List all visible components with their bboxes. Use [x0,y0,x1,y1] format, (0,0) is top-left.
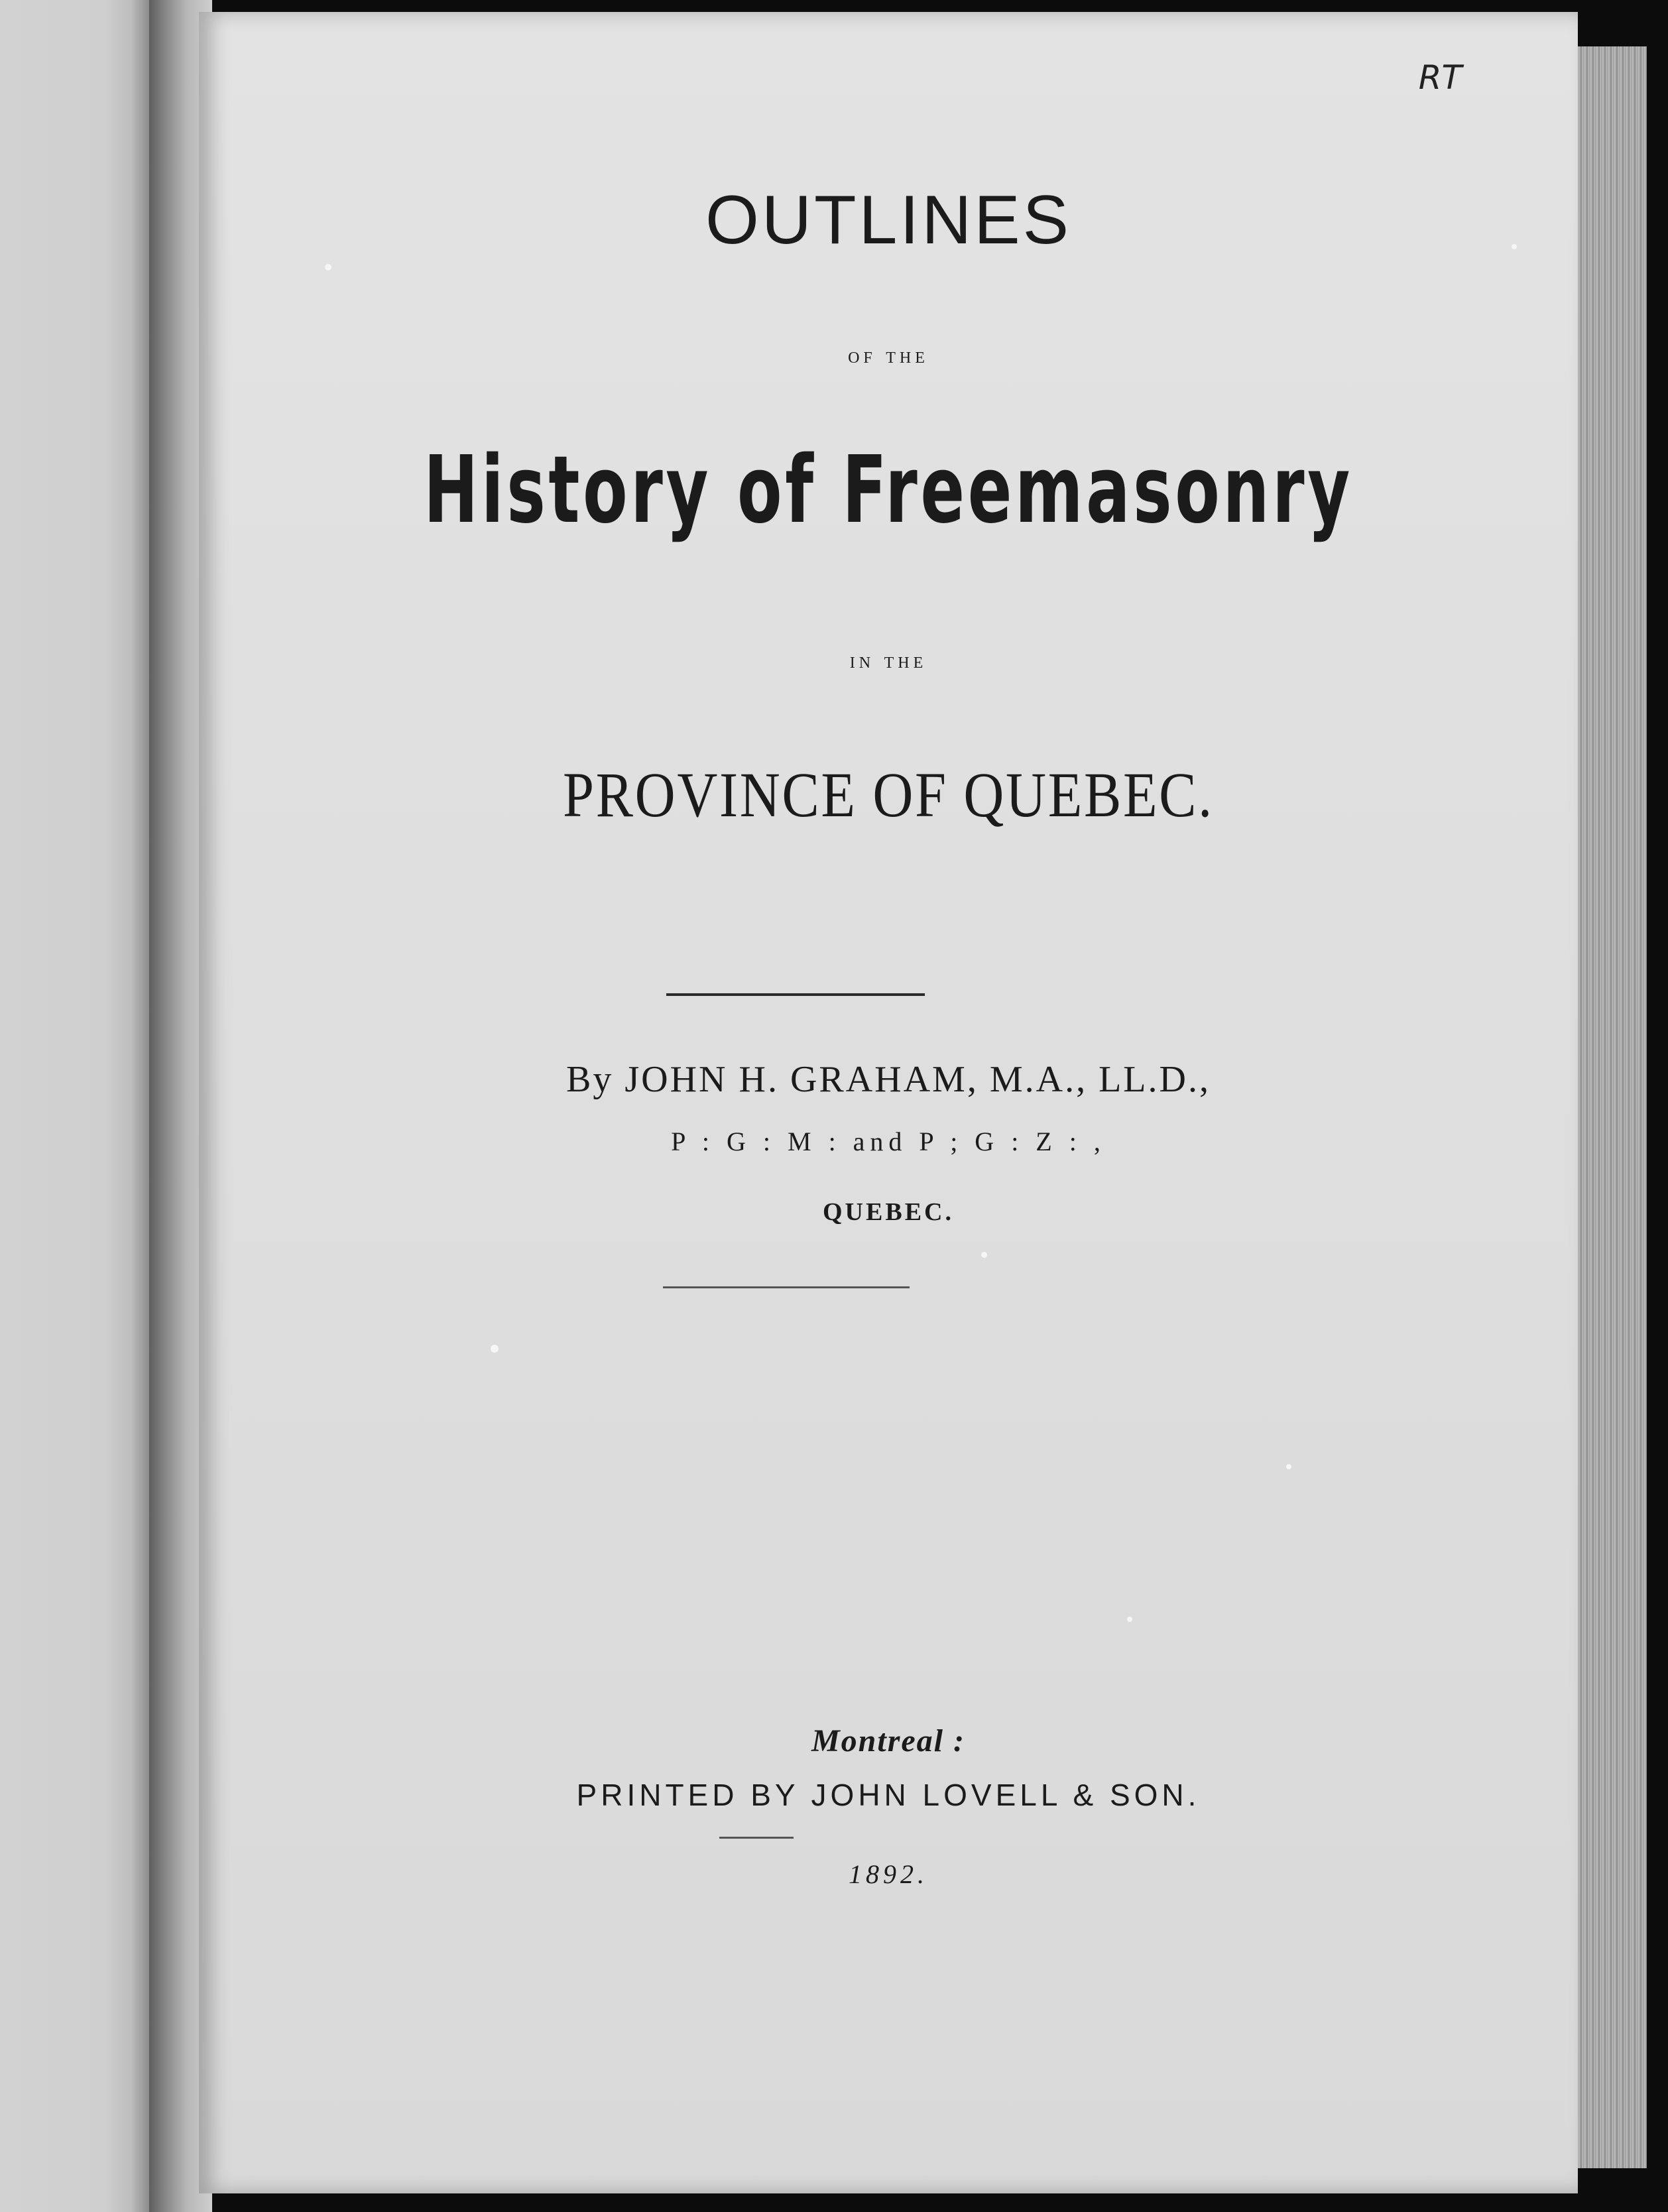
divider-rule [666,993,925,996]
connector-of-the: of the [848,343,929,368]
divider-rule [663,1286,910,1288]
scan-speck [1512,244,1517,249]
connector-in-the: in the [849,648,927,673]
imprint-city: Montreal : [811,1723,965,1758]
divider-rule [719,1837,794,1839]
handwritten-annotation: RT [1418,58,1462,97]
author-line: By JOHN H. GRAHAM, M.A., LL.D., [566,1059,1211,1100]
scan-speck [1286,1464,1291,1469]
imprint-printer: PRINTED BY JOHN LOVELL & SON. [576,1778,1201,1812]
title-page [199,12,1578,2193]
title-outlines: OUTLINES [705,182,1072,259]
imprint-year: 1892. [849,1859,928,1889]
scan-speck [1127,1617,1132,1622]
title-history-of-freemasonry: History of Freemasonry [424,436,1353,544]
title-province-of-quebec: PROVINCE OF QUEBEC. [563,759,1214,830]
scan-speck [491,1345,499,1353]
author-place: QUEBEC. [823,1198,954,1226]
left-facing-page [0,0,149,2212]
scan-speck [325,264,331,271]
scan-speck [981,1252,987,1258]
author-degrees: P : G : M : and P ; G : Z : , [671,1127,1106,1156]
